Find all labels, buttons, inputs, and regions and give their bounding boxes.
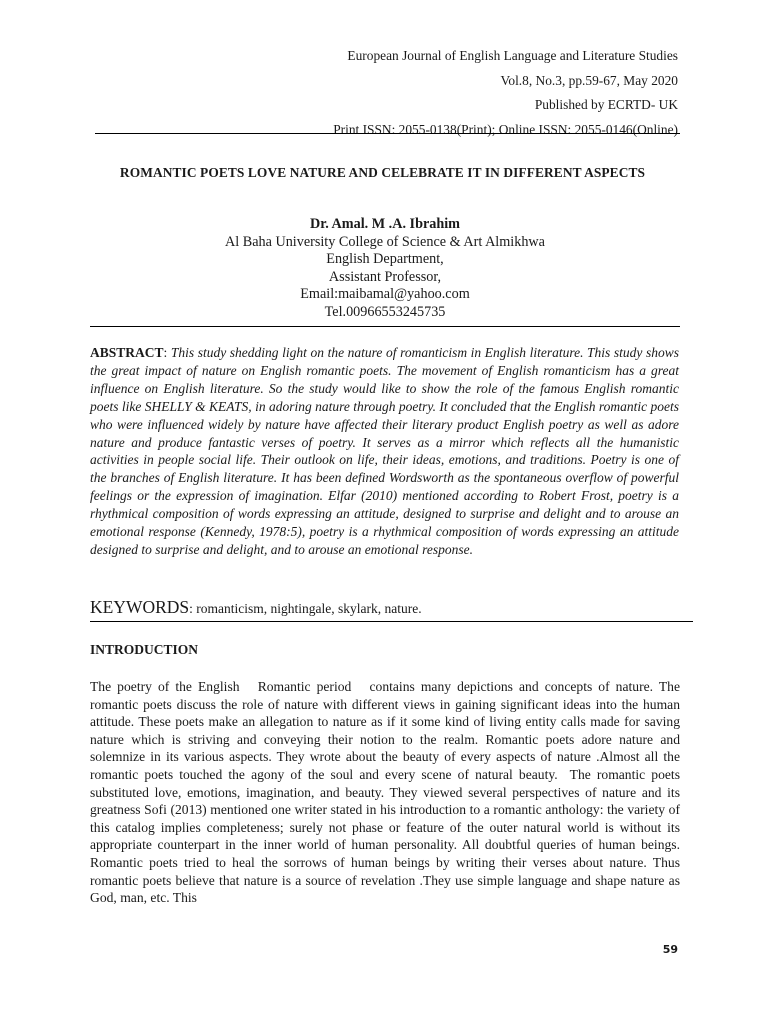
abstract-separator: : (163, 345, 171, 360)
author-name: Dr. Amal. M .A. Ibrahim (309, 216, 461, 232)
page-number: 59 (662, 943, 678, 956)
journal-header (333, 44, 678, 142)
issn-info: Print ISSN: 2055-0138(Print); Online ISSN: 2055-0146(Online) (333, 121, 678, 137)
volume-info: Vol.8, No.3, pp.59-67, May 2020 (500, 72, 678, 88)
abstract-section (90, 344, 679, 559)
abstract-label: ABSTRACT (90, 345, 164, 360)
header-divider (95, 133, 680, 134)
keywords-section (90, 596, 680, 620)
keywords-divider (90, 621, 693, 622)
abstract-text: This study shedding light on the nature of romanticism in English literature. This study shows the great impact of nature on English romantic poets. The movement of English romanticism has a great influence on English literature. So the study would like to show the role of the famous English romantic poets like SHELLY & KEATS, in adoring nature through poetry. It concluded that the English romantic poets who were influenced widely by nature have affected their literary product English poetry as well as adore nature and produce fantastic verses of poetry. It serves as a mirror which reflects all the humanistic activities in people social life. Their outlook on life, their ideas, emotions, and traditions. Poetry is one of the branches of English literature. It has been defined Wordsworth as the spontaneous overflow of powerful feelings or the expression of imagination. Elfar (2010) mentioned according to Robert Frost, poetry is a rhythmical composition of words expressing an attitude, designed to surprise and delight and to arouse an emotional response (Kennedy, 1978:5), poetry is a rhythmical composition of words expressing an attitude designed to surprise and delight, and to arouse an emotional response. (90, 345, 679, 557)
introduction-heading: INTRODUCTION (90, 642, 199, 657)
journal-name: European Journal of English Language and Literature Studies (347, 48, 678, 63)
keywords-text: : romanticism, nightingale, skylark, nature. (189, 601, 422, 616)
affiliation-line: Assistant Professor, (328, 268, 442, 285)
author-divider (90, 326, 680, 327)
article-title: ROMANTIC POETS LOVE NATURE AND CELEBRATE IT IN DIFFERENT ASPECTS (119, 165, 646, 180)
author-phone: Tel.00966553245735 (324, 303, 446, 320)
affiliation-line: Al Baha University College of Science & Art Almikhwa (225, 233, 545, 250)
author-block (90, 216, 680, 322)
affiliation-line: English Department, (326, 251, 444, 268)
keywords-label: KEYWORDS (90, 597, 190, 617)
publisher-info: Published by ECRTD- UK (534, 97, 678, 112)
introduction-body: The poetry of the English Romantic period contains many depictions and concepts of nature. The romantic poets discuss the role of nature with different views in gaining significant ideas into the human attitude. These poets make an allegation to nature as if it some kind of living entity calls made for saving nature which is striving and conveying their notion to the realm. Romantic poets adore nature and solemnize in its various aspects. They wrote about the beauty of every aspects of nature .Almost all the romantic poets touched the agony of the soul and every scene of natural beauty. The romantic poets substituted love, emotions, imagination, and beauty. They viewed several perspectives of nature and its greatness Sofi (2013) mentioned one writer stated in his introduction to a romantic anthology: the variety of this catalog implies completeness; surely not phase or feature of the outer natural world is without its appropriate counterpart in the inner world of human personality. All doubtful queries of human beings. Romantic poets tried to heal the sorrows of human beings by writing their verses about nature. Thus romantic poets believe that nature is a source of revelation .They use simple language and shape nature as God, man, etc. This (90, 679, 684, 906)
author-email: Email:maibamal@yahoo.com (300, 286, 470, 303)
